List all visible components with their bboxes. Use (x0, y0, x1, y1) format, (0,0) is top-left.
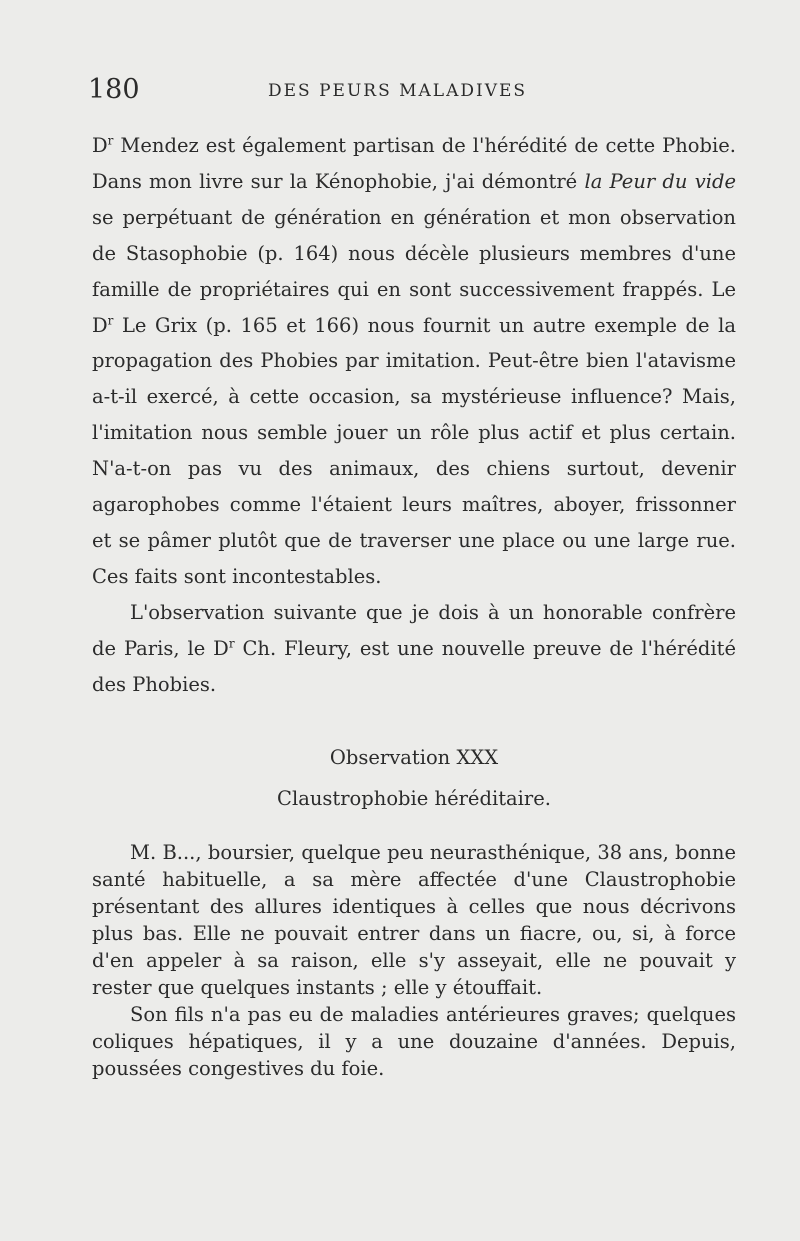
observation-title: Observation XXX (329, 746, 499, 769)
paragraph-case-description: M. B..., boursier, quelque peu neurasthénique, 38 ans, bonne santé habituelle, a sa mère affectée d'une Claustrophobie présentant des allures identiques à celles que nous décrivons plus bas. Elle ne pouvait entrer dans un fiacre, ou, si, à force d'en appeler à sa raison, elle s'y asseyait, elle ne pouvait y rester que quelques instants ; elle y étouffait. (92, 841, 736, 999)
paragraph-heredite: $D^r$ Mendez est également partisan de l'hérédité de cette Phobie. Dans mon livre sur la Kénophobie, j'ai démontré la Peur du vide se perpétuant de génération en génération et mon observation de Stasophobie (p. 164) nous décèle plusieurs membres d'une famille de propriétaires qui en sont successivement frappés. Le $D^r$ Le Grix (p. 165 et 166) nous fournit un autre exemple de la propagation des Phobies par imitation. Peut-être bien l'atavisme a-t-il exercé, à cette occasion, sa mystérieuse influence? Mais, l'imitation nous semble jouer un rôle plus actif et plus certain. N'a-t-on pas vu des animaux, des chiens surtout, devenir agarophobes comme l'étaient leurs maîtres, aboyer, frissonner et se pâmer plutôt que de traverser une place ou une large rue. Ces faits sont incontestables. (92, 133, 736, 588)
page-header (88, 74, 748, 114)
observation-subtitle: Claustrophobie héréditaire. (277, 787, 551, 810)
paragraph-observation-intro: L'observation suivante que je dois à un honorable confrère de Paris, le $D^r$ Ch. Fleury, est une nouvelle preuve de l'hérédité des Phobies. (92, 600, 736, 696)
text-block-upper (92, 128, 736, 703)
italic-title: la Peur du vide (584, 169, 736, 193)
text-block-lower (92, 839, 736, 1082)
running-title: DES PEURS MALADIVES (268, 81, 528, 101)
page-number: 180 (88, 74, 140, 105)
paragraph-case-history: Son fils n'a pas eu de maladies antérieures graves; quelques coliques hépatiques, il y a une douzaine d'années. Depuis, poussées congestives du foie. (92, 1003, 736, 1080)
